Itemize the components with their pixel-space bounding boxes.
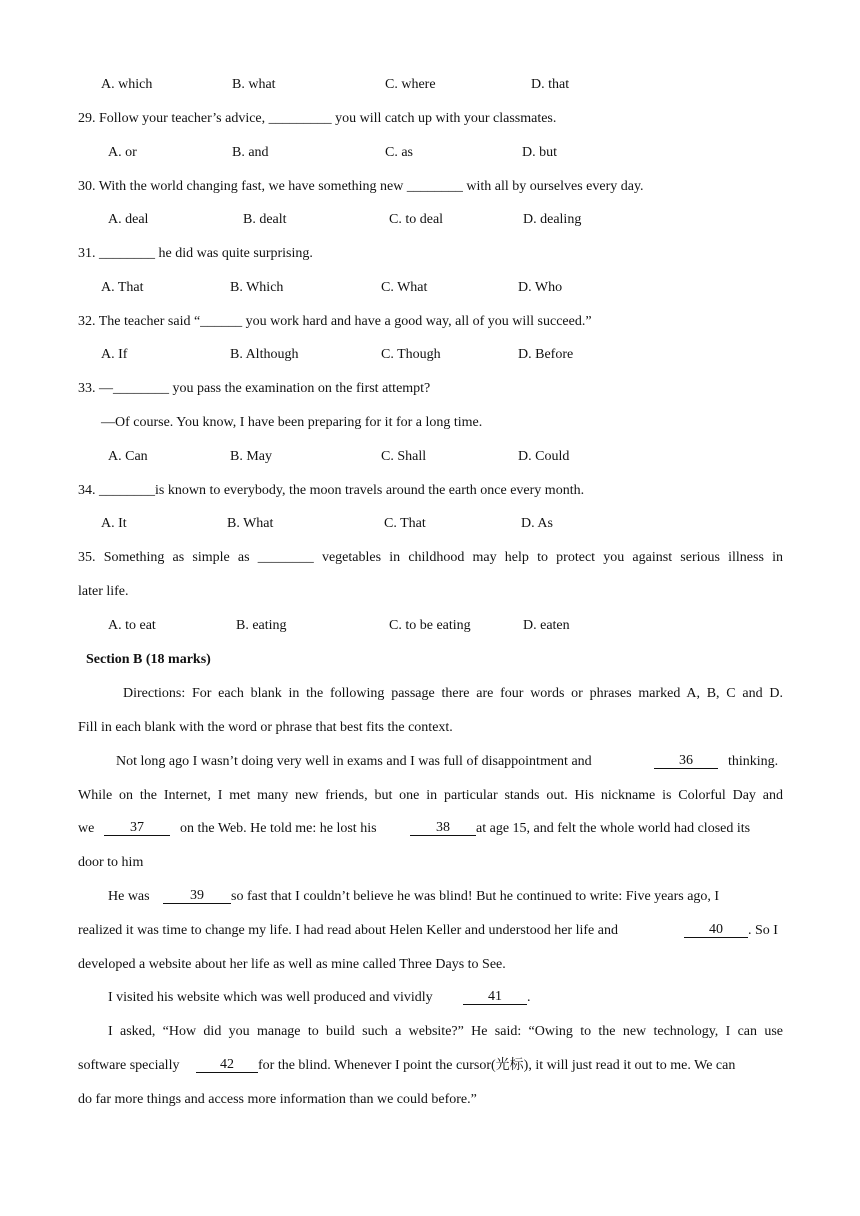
passage-text: While on the Internet, I met many new friends, but one in particular stands out. His nickname is Colorful Day and: [78, 788, 783, 803]
passage-text: so fast that I couldn’t believe he was blind! But he continued to write: Five years ago, I: [231, 889, 720, 904]
passage-text: He was: [108, 889, 150, 904]
option-b: B. What: [227, 516, 274, 531]
question-31-stem: 31. ________ he did was quite surprising.: [78, 246, 313, 261]
passage-text: on the Web. He told me: he lost his: [180, 821, 377, 836]
blank-41: 41: [463, 989, 527, 1005]
question-32-stem: 32. The teacher said “______ you work hard and have a good way, all of you will succeed.”: [78, 314, 592, 329]
passage-text: realized it was time to change my life. I had read about Helen Keller and understood her life and: [78, 923, 618, 938]
option-c: C. What: [381, 280, 428, 295]
question-35-stem-continued: later life.: [78, 584, 129, 599]
option-d: D. eaten: [523, 618, 570, 633]
section-b-directions-continued: Fill in each blank with the word or phrase that best fits the context.: [78, 720, 453, 735]
option-a: A. It: [101, 516, 127, 531]
passage-text: at age 15, and felt the whole world had closed its: [476, 821, 751, 836]
blank-42: 42: [196, 1057, 258, 1073]
blank-40: 40: [684, 922, 748, 938]
passage-text: Not long ago I wasn’t doing very well in exams and I was full of disappointment and: [116, 754, 592, 769]
question-33-stem: 33. —________ you pass the examination on the first attempt?: [78, 381, 431, 396]
passage-text: for the blind. Whenever I point the cursor(光标), it will just read it out to me. We can: [258, 1058, 736, 1073]
option-d: D. Who: [518, 280, 563, 295]
option-b: B. eating: [236, 618, 287, 633]
passage-text: I asked, “How did you manage to build such a website?” He said: “Owing to the new technology, I can use: [108, 1024, 783, 1039]
option-c: C. where: [385, 77, 436, 92]
option-a: A. deal: [108, 212, 149, 227]
option-a: A. which: [101, 77, 153, 92]
option-b: B. May: [230, 449, 272, 464]
passage-text: door to him: [78, 855, 144, 870]
option-d: D. dealing: [523, 212, 582, 227]
passage-text: . So I: [748, 923, 778, 938]
option-a: A. Can: [108, 449, 148, 464]
question-30-stem: 30. With the world changing fast, we have something new ________ with all by ourselves every day.: [78, 179, 644, 194]
option-c: C. That: [384, 516, 426, 531]
question-33-reply: —Of course. You know, I have been preparing for it for a long time.: [101, 415, 483, 430]
blank-38: 38: [410, 820, 476, 836]
section-b-directions: Directions: For each blank in the following passage there are four words or phrases marked A, B, C and D.: [123, 686, 783, 701]
option-a: A. That: [101, 280, 144, 295]
option-b: B. dealt: [243, 212, 287, 227]
passage-text: developed a website about her life as well as mine called Three Days to See.: [78, 957, 506, 972]
passage-text: I visited his website which was well produced and vividly: [108, 990, 433, 1005]
blank-37: 37: [104, 820, 170, 836]
option-a: A. If: [101, 347, 128, 362]
option-c: C. to deal: [389, 212, 444, 227]
question-29-stem: 29. Follow your teacher’s advice, _________ you will catch up with your classmates.: [78, 111, 557, 126]
section-b-heading: Section B (18 marks): [86, 652, 211, 667]
option-c: C. Shall: [381, 449, 427, 464]
option-d: D. As: [521, 516, 553, 531]
option-d: D. Could: [518, 449, 570, 464]
blank-39: 39: [163, 888, 231, 904]
option-c: C. as: [385, 145, 413, 160]
blank-36: 36: [654, 753, 718, 769]
option-a: A. or: [108, 145, 137, 160]
passage-text: .: [527, 990, 531, 1005]
option-a: A. to eat: [108, 618, 156, 633]
passage-text: we: [78, 821, 95, 836]
passage-text: software specially: [78, 1058, 180, 1073]
option-b: B. Which: [230, 280, 284, 295]
question-34-stem: 34. ________is known to everybody, the moon travels around the earth once every month.: [78, 483, 585, 498]
option-b: B. what: [232, 77, 276, 92]
passage-text: thinking.: [728, 754, 779, 769]
question-35-stem: 35. Something as simple as ________ vegetables in childhood may help to protect you against serious illness in: [78, 550, 783, 565]
option-b: B. and: [232, 145, 269, 160]
option-d: D. but: [522, 145, 557, 160]
option-c: C. to be eating: [389, 618, 471, 633]
option-d: D. that: [531, 77, 570, 92]
passage-text: do far more things and access more information than we could before.”: [78, 1092, 477, 1107]
option-d: D. Before: [518, 347, 574, 362]
option-b: B. Although: [230, 347, 299, 362]
option-c: C. Though: [381, 347, 441, 362]
